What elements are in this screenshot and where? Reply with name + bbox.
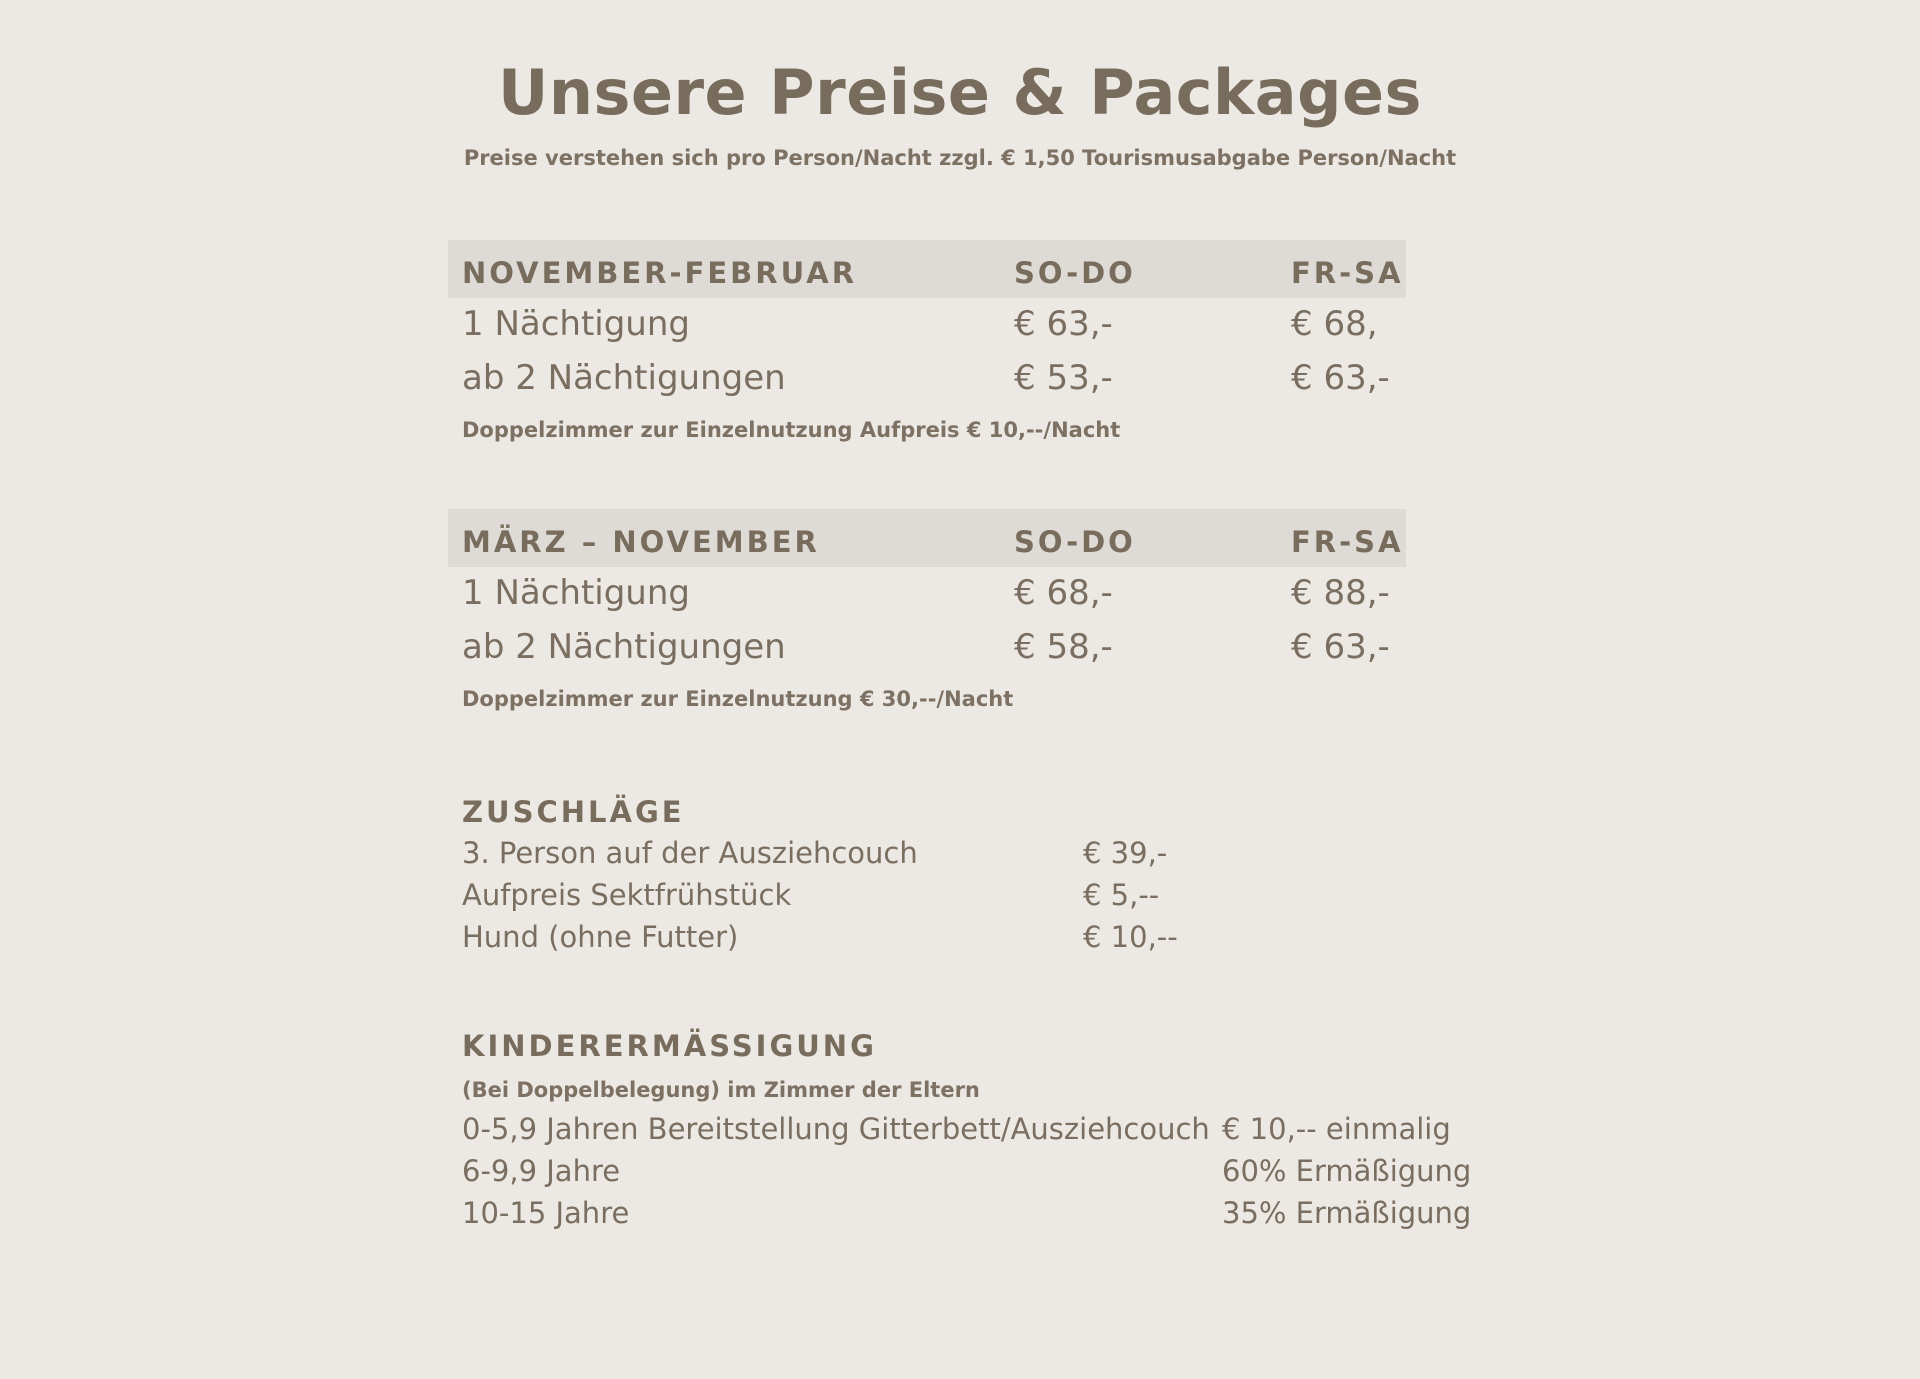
price-fr-sa: € 88,- <box>1291 573 1390 613</box>
row-label: ab 2 Nächtigungen <box>462 627 786 667</box>
kids-subheading: (Bei Doppelbelegung) im Zimmer der Eltern <box>462 1078 980 1102</box>
kids-label: 0-5,9 Jahren Bereitstellung Gitterbett/Ausziehcouch <box>462 1112 1210 1146</box>
season-header <box>448 509 1406 567</box>
kids-label: 10-15 Jahre <box>462 1196 630 1230</box>
kids-value: € 10,-- einmalig <box>1222 1112 1451 1146</box>
price-row <box>448 352 1406 406</box>
kids-value: 60% Ermäßigung <box>1222 1154 1472 1188</box>
surcharge-label: 3. Person auf der Ausziehcouch <box>462 836 918 870</box>
column-header-so-do: SO-DO <box>1014 525 1136 559</box>
surcharge-label: Hund (ohne Futter) <box>462 920 739 954</box>
season-table-winter <box>448 240 1406 442</box>
season-table-summer <box>448 509 1406 711</box>
surcharge-label: Aufpreis Sektfrühstück <box>462 878 792 912</box>
row-label: ab 2 Nächtigungen <box>462 358 786 398</box>
surcharges-heading: ZUSCHLÄGE <box>462 795 685 829</box>
price-row <box>448 298 1406 352</box>
kids-label: 6-9,9 Jahre <box>462 1154 621 1188</box>
season-note: Doppelzimmer zur Einzelnutzung Aufpreis € 10,--/Nacht <box>462 418 1121 442</box>
price-fr-sa: € 63,- <box>1291 358 1390 398</box>
season-note: Doppelzimmer zur Einzelnutzung € 30,--/Nacht <box>462 687 1014 711</box>
surcharge-value: € 39,- <box>1083 836 1168 870</box>
row-label: 1 Nächtigung <box>462 573 690 613</box>
row-label: 1 Nächtigung <box>462 304 690 344</box>
price-fr-sa: € 63,- <box>1291 627 1390 667</box>
price-so-do: € 53,- <box>1014 358 1113 398</box>
season-label: MÄRZ – NOVEMBER <box>462 525 820 559</box>
kids-heading: KINDERERMÄSSIGUNG <box>462 1029 877 1063</box>
page-title: Unsere Preise & Packages <box>498 56 1422 129</box>
column-header-so-do: SO-DO <box>1014 256 1136 290</box>
price-row <box>448 567 1406 621</box>
price-row <box>448 621 1406 675</box>
season-label: NOVEMBER-FEBRUAR <box>462 256 858 290</box>
column-header-fr-sa: FR-SA <box>1291 525 1404 559</box>
kids-value: 35% Ermäßigung <box>1222 1196 1472 1230</box>
page-subtitle: Preise verstehen sich pro Person/Nacht zzgl. € 1,50 Tourismusabgabe Person/Nacht <box>463 146 1457 170</box>
price-so-do: € 68,- <box>1014 573 1113 613</box>
surcharge-value: € 5,-- <box>1083 878 1160 912</box>
price-so-do: € 58,- <box>1014 627 1113 667</box>
column-header-fr-sa: FR-SA <box>1291 256 1404 290</box>
surcharge-value: € 10,-- <box>1083 920 1178 954</box>
price-fr-sa: € 68, <box>1291 304 1378 344</box>
price-so-do: € 63,- <box>1014 304 1113 344</box>
season-header <box>448 240 1406 298</box>
